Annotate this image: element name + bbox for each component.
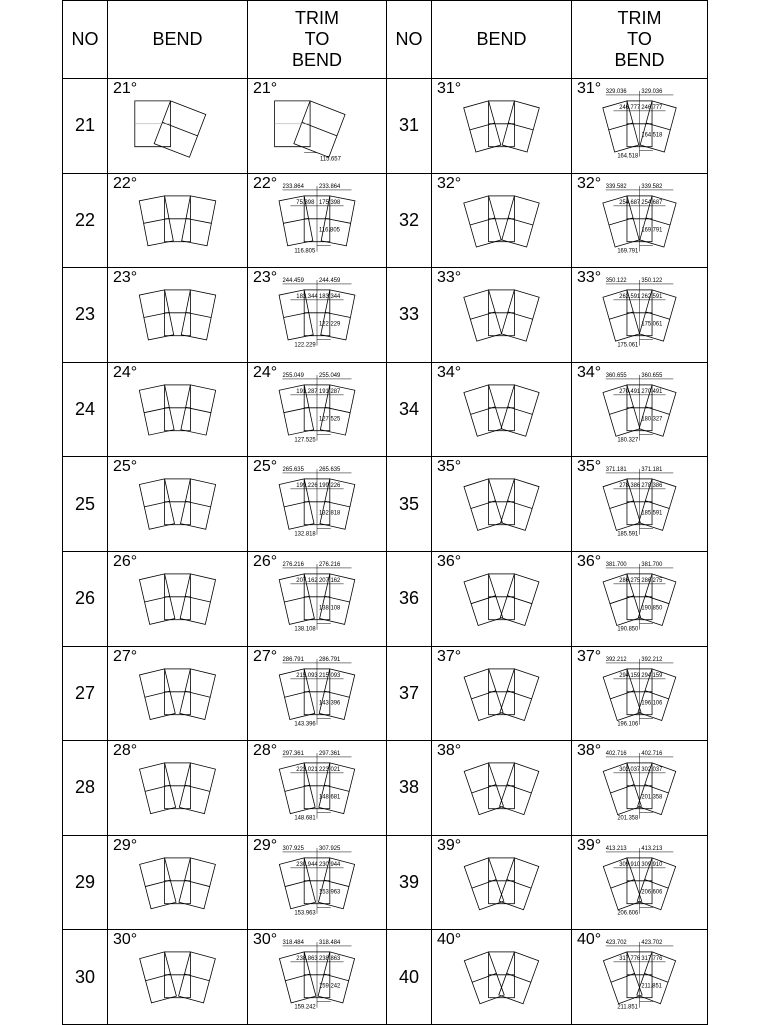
dimension-label: 297.361 xyxy=(282,751,304,758)
trim-cell xyxy=(572,457,708,552)
bend-cell xyxy=(432,551,572,646)
dimension-label: 206.606 xyxy=(641,889,663,896)
table-row xyxy=(63,741,708,836)
dimension-label: 199.226 xyxy=(318,483,341,490)
bend-panel xyxy=(139,385,215,435)
dimension-label: 75.398 xyxy=(296,199,315,206)
trim-cell xyxy=(248,741,387,836)
dimension-label: 169.791 xyxy=(641,227,663,234)
trim-cell xyxy=(248,835,387,930)
trim-angle: 39° xyxy=(577,836,602,854)
bend-panel xyxy=(140,763,216,814)
dimension-label: 175.061 xyxy=(617,342,639,349)
trim-angle: 23° xyxy=(253,269,278,287)
bend-angle: 32° xyxy=(437,174,462,192)
dimension-label: 116.805 xyxy=(294,248,316,255)
dimension-label: 371.181 xyxy=(641,467,663,474)
bend-panel xyxy=(139,195,215,245)
bend-angle: 22° xyxy=(113,174,138,192)
trim-angle: 31° xyxy=(577,80,602,97)
dimension-label: 413.213 xyxy=(641,845,663,852)
bend-cell xyxy=(432,457,572,552)
dimension-label: 196.106 xyxy=(617,721,639,728)
dimension-label: 255.049 xyxy=(282,372,304,379)
dimension-label: 169.791 xyxy=(617,248,639,255)
row-number: 22 xyxy=(63,173,108,268)
dimension-label: 350.122 xyxy=(641,278,663,285)
dimension-label: 265.635 xyxy=(318,467,341,474)
dimension-label: 215.093 xyxy=(296,672,318,679)
dimension-label: 132.818 xyxy=(318,511,341,518)
row-number: 33 xyxy=(387,268,432,363)
bend-angle: 37° xyxy=(437,647,462,665)
bend-panel xyxy=(139,574,215,624)
dimension-label: 350.122 xyxy=(605,278,627,285)
trim-cell xyxy=(248,930,387,1025)
dimension-label: 191.287 xyxy=(296,388,318,395)
dimension-label: 381.700 xyxy=(605,561,627,568)
dimension-label: 360.655 xyxy=(605,372,627,379)
row-number: 25 xyxy=(63,457,108,552)
dimension-group xyxy=(283,942,352,1008)
trim-cell xyxy=(572,79,708,174)
bend-cell xyxy=(108,173,248,268)
dimension-label: 246.777 xyxy=(641,104,663,111)
dimension-label: 201.358 xyxy=(617,815,639,822)
bend-panel xyxy=(139,479,215,529)
bend-angle: 33° xyxy=(437,269,462,287)
row-number: 28 xyxy=(63,741,108,836)
bend-panel xyxy=(464,101,540,152)
dimension-label: 201.358 xyxy=(641,794,663,801)
bend-cell xyxy=(432,268,572,363)
dimension-label: 175.398 xyxy=(318,199,341,206)
dimension-label: 318.484 xyxy=(318,940,341,947)
trim-angle: 32° xyxy=(577,174,602,192)
bend-cell xyxy=(432,930,572,1025)
dimension-label: 286.275 xyxy=(619,577,641,584)
dimension-label: 196.106 xyxy=(641,700,663,707)
trim-angle: 40° xyxy=(577,931,602,949)
dimension-label: 148.681 xyxy=(318,794,341,801)
bend-cell xyxy=(108,551,248,646)
dimension-label: 148.681 xyxy=(294,815,316,822)
trim-angle: 25° xyxy=(253,458,278,476)
trim-cell xyxy=(572,741,708,836)
bend-angle: 30° xyxy=(113,931,138,949)
dimension-group xyxy=(282,183,352,255)
dimension-label: 254.687 xyxy=(619,199,641,206)
dimension-label: 317.776 xyxy=(641,956,663,963)
dimension-group xyxy=(282,845,352,917)
header-bend-left: BEND xyxy=(108,1,248,79)
table-row xyxy=(63,835,708,930)
dimension-label: 392.212 xyxy=(605,656,627,663)
header-trim-line3: BEND xyxy=(614,50,665,70)
dimension-group xyxy=(283,280,352,346)
dimension-label: 233.864 xyxy=(282,183,304,190)
dimension-label: 309.910 xyxy=(641,861,663,868)
dimension-label: 265.635 xyxy=(282,467,304,474)
dimension-label: 230.944 xyxy=(296,861,318,868)
header-trim-line1: TRIM xyxy=(617,8,662,28)
trim-cell xyxy=(572,930,708,1025)
dimension-label: 307.925 xyxy=(318,845,341,852)
table-row xyxy=(63,173,708,268)
bend-cell xyxy=(432,362,572,457)
dimension-label: 206.606 xyxy=(617,910,639,917)
row-number: 37 xyxy=(387,646,432,741)
dimension-label: 276.216 xyxy=(282,561,304,568)
dimension-group xyxy=(283,659,352,728)
row-number: 23 xyxy=(63,268,108,363)
dimension-label: 207.162 xyxy=(296,577,318,584)
trim-cell xyxy=(248,268,387,363)
bend-angle: 35° xyxy=(437,458,462,476)
bend-panel xyxy=(464,385,539,436)
trim-angle: 21° xyxy=(253,80,278,97)
trim-angle: 30° xyxy=(253,931,278,949)
dimension-label: 211.851 xyxy=(641,984,662,991)
dimension-label: 190.850 xyxy=(617,626,639,633)
dimension-group xyxy=(606,942,674,1008)
dimension-label: 153.963 xyxy=(294,910,316,917)
dimension-label: 183.344 xyxy=(296,294,318,301)
table-row xyxy=(63,646,708,741)
dimension-label: 138.108 xyxy=(318,605,341,612)
dimension-label: 132.818 xyxy=(294,532,316,539)
bend-cell xyxy=(432,835,572,930)
bend-angle: 24° xyxy=(113,363,138,381)
dimension-label: 215.093 xyxy=(318,672,341,679)
dimension-label: 302.037 xyxy=(619,766,641,774)
trim-angle: 37° xyxy=(577,647,602,665)
bend-panel xyxy=(140,952,216,1003)
bend-cell xyxy=(108,362,248,457)
dimension-group xyxy=(606,280,674,346)
bend-angle: 26° xyxy=(113,552,138,570)
row-number: 24 xyxy=(63,362,108,457)
row-number: 39 xyxy=(387,835,432,930)
dimension-label: 153.963 xyxy=(318,889,341,896)
row-number: 40 xyxy=(387,930,432,1025)
bend-panel xyxy=(139,668,215,719)
dimension-label: 244.459 xyxy=(282,278,304,285)
bend-panel xyxy=(140,858,216,909)
dimension-label: 339.582 xyxy=(641,183,663,190)
row-number: 34 xyxy=(387,362,432,457)
dimension-group xyxy=(606,469,674,535)
dimension-label: 317.776 xyxy=(619,956,641,963)
dimension-label: 329.036 xyxy=(641,88,663,95)
bend-cell xyxy=(108,79,248,174)
header-trim-line1: TRIM xyxy=(295,8,339,28)
dimension-label: 191.287 xyxy=(318,388,341,395)
header-no-left: NO xyxy=(63,1,108,79)
row-number: 31 xyxy=(387,79,432,174)
dimension-label: 318.484 xyxy=(282,940,304,947)
bend-cell xyxy=(108,268,248,363)
dimension-label: 233.864 xyxy=(318,183,341,190)
dimension-label: 270.491 xyxy=(619,388,641,395)
dimension-label: 211.851 xyxy=(617,1004,638,1012)
dimension-label: 127.525 xyxy=(318,416,341,423)
dimension-label: 286.791 xyxy=(318,656,341,663)
bend-cell xyxy=(432,741,572,836)
header-bend-right: BEND xyxy=(432,1,572,79)
trim-angle: 36° xyxy=(577,552,602,570)
bend-panel xyxy=(275,101,345,157)
bend-angle: 34° xyxy=(437,363,462,381)
dimension-label: 185.591 xyxy=(641,511,663,518)
bend-panel xyxy=(464,479,539,530)
row-number: 35 xyxy=(387,457,432,552)
bend-cell xyxy=(432,79,572,174)
header-trim-right xyxy=(572,1,708,79)
bend-cell xyxy=(108,457,248,552)
bend-cell xyxy=(108,835,248,930)
bend-cell xyxy=(108,646,248,741)
bend-angle: 31° xyxy=(437,80,462,97)
dimension-group xyxy=(282,372,352,444)
bend-panel xyxy=(464,763,539,815)
dimension-label: 183.344 xyxy=(318,294,341,301)
dimension-label: 164.518 xyxy=(641,132,663,139)
bend-angle: 29° xyxy=(113,836,138,854)
row-number: 26 xyxy=(63,551,108,646)
dimension-label: 297.361 xyxy=(318,751,341,758)
trim-angle: 35° xyxy=(577,458,602,476)
bend-angle: 28° xyxy=(113,742,138,760)
row-number: 27 xyxy=(63,646,108,741)
dimension-label: 254.687 xyxy=(641,199,663,206)
bend-panel xyxy=(135,101,206,157)
bend-panel xyxy=(464,668,539,720)
dimension-label: 423.702 xyxy=(641,940,663,947)
trim-cell xyxy=(248,79,387,174)
dimension-label: 207.162 xyxy=(318,577,341,584)
dimension-label: 246.777 xyxy=(619,104,641,111)
trim-angle: 29° xyxy=(253,836,278,854)
dimension-label: 115.657 xyxy=(319,156,341,163)
dimension-group xyxy=(282,561,352,630)
dimension-label: 402.716 xyxy=(605,751,627,758)
dimension-label: 302.037 xyxy=(641,766,663,774)
trim-angle: 28° xyxy=(253,742,278,760)
bend-panel xyxy=(464,574,539,626)
dimension-label: 286.791 xyxy=(282,656,304,663)
bend-panel xyxy=(464,952,538,1004)
trim-angle: 33° xyxy=(577,269,602,287)
trim-cell xyxy=(572,362,708,457)
trim-cell xyxy=(248,173,387,268)
dimension-label: 223.021 xyxy=(296,767,318,774)
dimension-label: 339.582 xyxy=(605,183,627,190)
dimension-label: 223.021 xyxy=(318,767,341,774)
dimension-label: 138.108 xyxy=(294,626,316,633)
bend-angle: 40° xyxy=(437,931,462,949)
trim-cell xyxy=(248,646,387,741)
table-row xyxy=(63,79,708,174)
dimension-label: 286.275 xyxy=(641,577,663,584)
dimension-label: 371.181 xyxy=(605,467,627,474)
trim-cell xyxy=(248,457,387,552)
dimension-label: 238.863 xyxy=(318,956,341,963)
dimension-label: 122.229 xyxy=(318,321,341,328)
table-row xyxy=(63,457,708,552)
trim-angle: 38° xyxy=(577,742,602,760)
trim-angle: 22° xyxy=(253,174,278,192)
dimension-group xyxy=(605,88,674,157)
dimension-label: 185.591 xyxy=(617,531,639,539)
bend-angle: 39° xyxy=(437,836,462,854)
dimension-label: 262.591 xyxy=(641,293,663,301)
dimension-label: 190.850 xyxy=(641,605,663,612)
dimension-group xyxy=(606,186,674,255)
dimension-label: 413.213 xyxy=(605,845,627,852)
trim-cell xyxy=(248,551,387,646)
bend-table xyxy=(62,0,708,1025)
table-row xyxy=(63,268,708,363)
dimension-label: 238.863 xyxy=(296,956,318,963)
trim-angle: 34° xyxy=(577,363,602,381)
dimension-group xyxy=(605,372,674,444)
dimension-label: 127.525 xyxy=(294,437,316,444)
trim-cell xyxy=(248,362,387,457)
dimension-label: 175.061 xyxy=(641,321,663,328)
dimension-group xyxy=(606,659,674,728)
trim-cell xyxy=(572,551,708,646)
bend-cell xyxy=(432,173,572,268)
trim-cell xyxy=(572,835,708,930)
table-row xyxy=(63,930,708,1025)
dimension-label: 278.386 xyxy=(641,483,663,490)
dimension-label: 294.159 xyxy=(641,672,663,679)
dimension-label: 164.518 xyxy=(617,153,639,160)
dimension-label: 381.700 xyxy=(641,561,663,568)
dimension-label: 262.591 xyxy=(619,293,641,301)
dimension-label: 159.242 xyxy=(318,984,341,991)
dimension-label: 244.459 xyxy=(318,278,341,285)
table-row xyxy=(63,362,708,457)
bend-panel xyxy=(464,858,538,910)
dimension-label: 294.159 xyxy=(619,672,641,679)
dimension-group xyxy=(283,753,352,819)
dimension-label: 402.716 xyxy=(641,751,663,758)
header-no-right: NO xyxy=(387,1,432,79)
header-trim-line2: TO xyxy=(627,29,652,49)
bend-angle: 38° xyxy=(437,742,462,760)
row-number: 32 xyxy=(387,173,432,268)
bend-panel xyxy=(139,290,215,340)
dimension-label: 255.049 xyxy=(318,372,341,379)
header-trim-line2: TO xyxy=(304,29,330,49)
row-number: 30 xyxy=(63,930,108,1025)
dimension-label: 307.925 xyxy=(282,845,304,852)
bend-cell xyxy=(432,646,572,741)
dimension-label: 143.396 xyxy=(294,721,316,728)
bend-angle: 36° xyxy=(437,552,462,570)
bend-angle: 27° xyxy=(113,647,138,665)
dimension-label: 180.327 xyxy=(641,416,663,423)
header-trim-left xyxy=(248,1,387,79)
dimension-label: 309.910 xyxy=(619,861,641,868)
row-number: 21 xyxy=(63,79,108,174)
dimension-label: 199.226 xyxy=(296,483,318,490)
dimension-label: 159.242 xyxy=(294,1004,316,1012)
bend-cell xyxy=(108,930,248,1025)
trim-cell xyxy=(572,646,708,741)
dimension-label: 230.944 xyxy=(318,861,341,868)
dimension-label: 180.327 xyxy=(617,437,639,444)
dimension-label: 122.229 xyxy=(294,342,316,349)
dimension-label: 116.805 xyxy=(318,227,340,234)
bend-cell xyxy=(108,741,248,836)
bend-angle: 23° xyxy=(113,269,138,287)
dimension-label: 276.216 xyxy=(318,561,341,568)
trim-cell xyxy=(572,173,708,268)
header-trim-line3: BEND xyxy=(291,50,342,70)
dimension-group xyxy=(283,469,352,535)
dimension-label: 329.036 xyxy=(605,88,627,95)
dimension-label: 270.491 xyxy=(641,388,663,395)
row-number: 36 xyxy=(387,551,432,646)
bend-angle: 21° xyxy=(113,80,138,97)
header-row xyxy=(63,1,708,79)
trim-angle: 27° xyxy=(253,647,278,665)
dimension-label: 360.655 xyxy=(641,372,663,379)
dimension-group xyxy=(605,561,674,630)
table-row xyxy=(63,551,708,646)
dimension-label: 143.396 xyxy=(318,700,341,707)
dimension-label: 392.212 xyxy=(641,656,663,663)
bend-angle: 25° xyxy=(113,458,138,476)
row-number: 29 xyxy=(63,835,108,930)
bend-panel xyxy=(464,290,539,341)
trim-cell xyxy=(572,268,708,363)
row-number: 38 xyxy=(387,741,432,836)
trim-angle: 24° xyxy=(253,363,278,381)
dimension-label: 278.386 xyxy=(619,483,641,490)
dimension-label: 423.702 xyxy=(605,940,627,947)
trim-angle: 26° xyxy=(253,552,278,570)
bend-panel xyxy=(464,195,539,246)
